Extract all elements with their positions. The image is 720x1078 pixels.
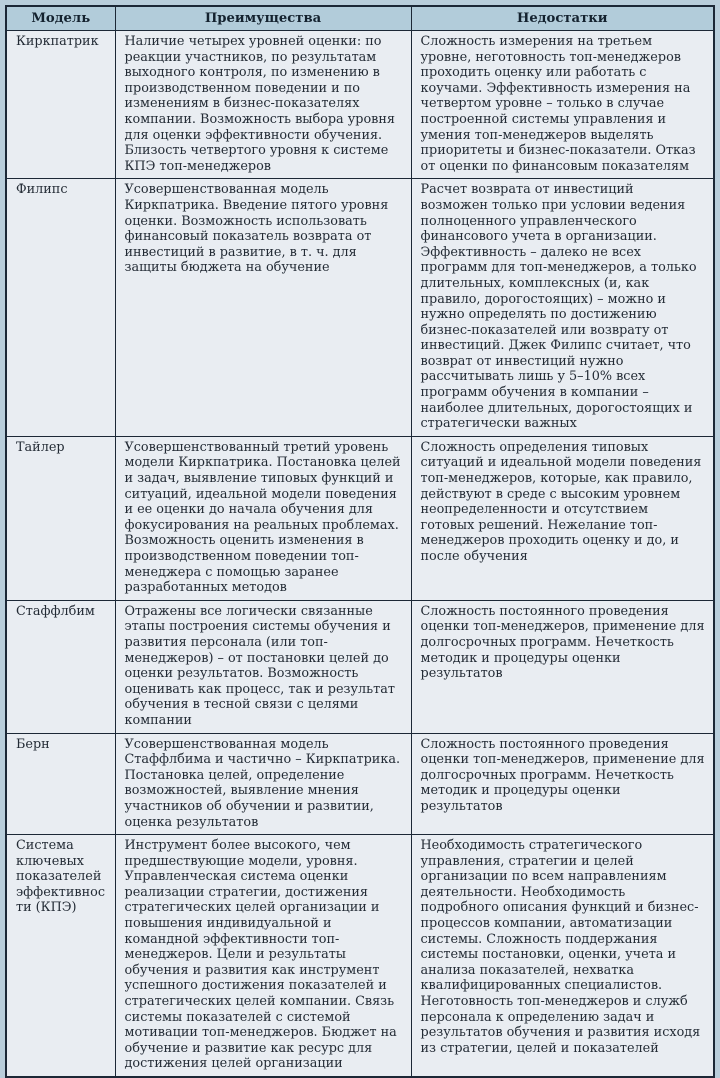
disadvantages-cell: Расчет возврата от инвестиций возможен только при условии ведения полноценного управленческого финансового учета в организации. Эффективность – далеко не всех программ для топ-менеджеров, а только длительных, комплексных (и, как правило, дорогостоящих) – можно и нужно определять по достижению бизнес-показателей или возврату от инвестиций. Джек Филипс считает, что возврат от инвестиций нужно рассчитывать лишь у 5–10% всех программ обучения в компании – наиболее длительных, дорогостоящих и стратегически важных <box>411 179 714 437</box>
model-cell: Система ключевых показателей эффективности (КПЭ) <box>6 835 115 1077</box>
model-cell: Филипс <box>6 179 115 437</box>
table-row <box>6 31 714 179</box>
table-row <box>6 733 714 835</box>
disadvantages-cell: Сложность постоянного проведения оценки топ-менеджеров, применение для долгосрочных программ. Нечеткость методик и процедуры оценки результатов <box>411 733 714 835</box>
column-header-advantages: Преимущества <box>115 6 411 31</box>
model-cell: Киркпатрик <box>6 31 115 179</box>
column-header-model: Модель <box>6 6 115 31</box>
advantages-cell: Усовершенствованный третий уровень модели Киркпатрика. Постановка целей и задач, выявление типовых функций и ситуаций, идеальной модели поведения и ее оценки до начала обучения для фокусирования на реальных проблемах. Возможность оценить изменения в производственном поведении топ-менеджера с помощью заранее разработанных методов <box>115 436 411 600</box>
table-row <box>6 600 714 733</box>
advantages-cell: Наличие четырех уровней оценки: по реакции участников, по результатам выходного контроля, по изменению в производственном поведении и по изменениям в бизнес-показателях компании. Возможность выбора уровня для оценки эффективности обучения. Близость четвертого уровня к системе КПЭ топ-менеджеров <box>115 31 411 179</box>
model-cell: Тайлер <box>6 436 115 600</box>
header-row <box>6 6 714 31</box>
column-header-disadvantages: Недостатки <box>411 6 714 31</box>
disadvantages-cell: Сложность измерения на третьем уровне, неготовность топ-менеджеров проходить оценку или работать с коучами. Эффективность измерения на четвертом уровне – только в случае построенной системы управления и умения топ-менеджеров выделять приоритеты и бизнес-показатели. Отказ от оценки по финансовым показателям <box>411 31 714 179</box>
table-row <box>6 835 714 1077</box>
advantages-cell: Отражены все логически связанные этапы построения системы обучения и развития персонала (или топ-менеджеров) – от постановки целей до оценки результатов. Возможность оценивать как процесс, так и результат обучения в тесной связи с целями компании <box>115 600 411 733</box>
table-header <box>6 6 714 31</box>
advantages-cell: Усовершенствованная модель Стаффлбима и частично – Киркпатрика. Постановка целей, определение возможностей, выявление мнения участников об обучении и развитии, оценка результатов <box>115 733 411 835</box>
advantages-cell: Усовершенствованная модель Киркпатрика. Введение пятого уровня оценки. Возможность использовать финансовый показатель возврата от инвестиций в развитие, в т. ч. для защиты бюджета на обучение <box>115 179 411 437</box>
disadvantages-cell: Сложность постоянного проведения оценки топ-менеджеров, применение для долгосрочных программ. Нечеткость методик и процедуры оценки результатов <box>411 600 714 733</box>
advantages-cell: Инструмент более высокого, чем предшествующие модели, уровня. Управленческая система оценки реализации стратегии, достижения стратегических целей организации и повышения индивидуальной и командной эффективности топ-менеджеров. Цели и результаты обучения и развития как инструмент успешного достижения показателей и стратегических целей компании. Связь системы показателей с системой мотивации топ-менеджеров. Бюджет на обучение и развитие как ресурс для достижения целей организации <box>115 835 411 1077</box>
disadvantages-cell: Необходимость стратегического управления, стратегии и целей организации по всем направлениям деятельности. Необходимость подробного описания функций и бизнес-процессов компании, автоматизации системы. Сложность поддержания системы постановки, оценки, учета и анализа показателей, нехватка квалифицированных специалистов. Неготовность топ-менеджеров и служб персонала к определению задач и результатов обучения и развития исходя из стратегии, целей и показателей <box>411 835 714 1077</box>
table-row <box>6 436 714 600</box>
disadvantages-cell: Сложность определения типовых ситуаций и идеальной модели поведения топ-менеджеров, которые, как правило, действуют в среде с высоким уровнем неопределенности и отсутствием готовых решений. Нежелание топ-менеджеров проходить оценку и до, и после обучения <box>411 436 714 600</box>
comparison-table <box>5 5 715 1078</box>
table-body <box>6 31 714 1078</box>
model-cell: Берн <box>6 733 115 835</box>
table-row <box>6 179 714 437</box>
model-cell: Стаффлбим <box>6 600 115 733</box>
